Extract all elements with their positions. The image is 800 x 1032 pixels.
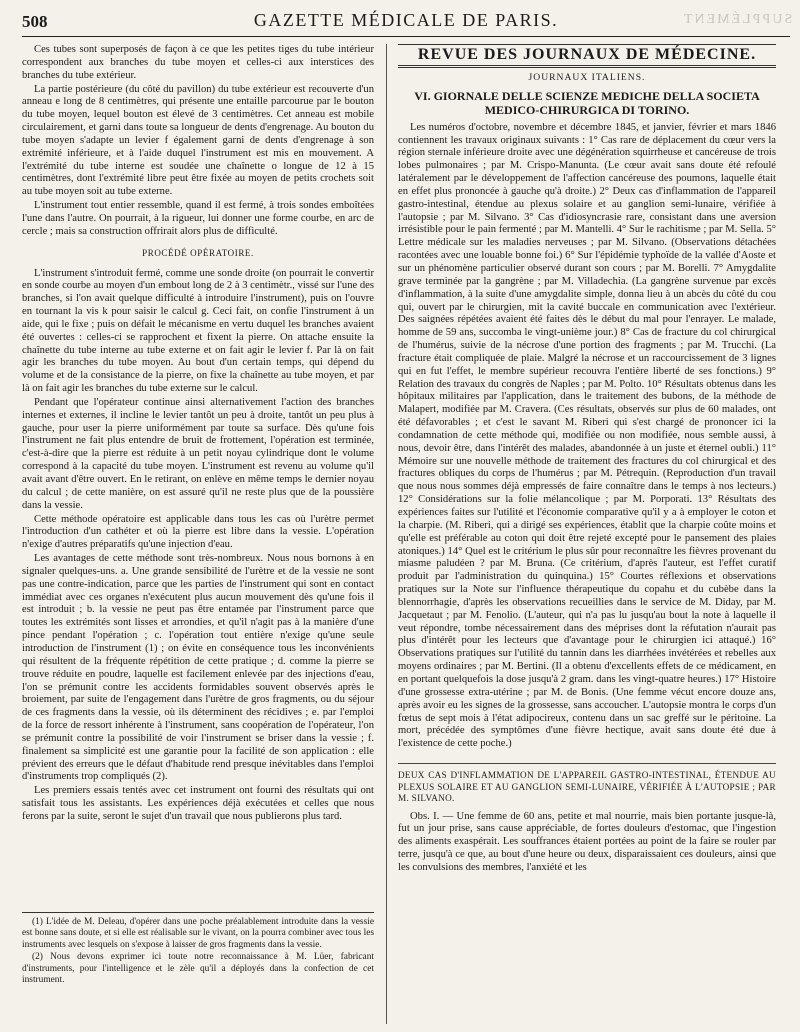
rubric-title: REVUE DES JOURNAUX DE MÉDECINE.	[398, 44, 776, 68]
section-subheading: PROCÉDÉ OPÉRATOIRE.	[142, 247, 254, 258]
left-column	[22, 44, 374, 904]
paragraph: Ces tubes sont superposés de façon à ce que les petites tiges du tube intérieur correspondent aux branches du tube moyen et celles-ci aux interstices des branches du tube extérieur.	[22, 44, 374, 81]
page-header	[22, 10, 790, 37]
footnote-rule	[22, 912, 374, 913]
case-heading: DEUX CAS D'INFLAMMATION DE L'APPAREIL GASTRO-INTESTINAL, ÉTENDUE AU PLEXUS SOLAIRE ET AU GANGLION SEMI-LUNAIRE, VÉRIFIÉE À L'AUTOPSIE ; PAR M. SILVANO.	[398, 763, 776, 805]
footnote: (2) Nous devons exprimer ici toute notre reconnaissance à M. Lüer, fabricant d'instruments, pour l'intelligence et le zèle qu'il a déployés dans la confection de cet instrument.	[22, 952, 374, 986]
paragraph: Les premiers essais tentés avec cet instrument ont fourni des résultats qui ont satisfait tous les assistants. Les expériences déjà exécutées et celles que nous ferons par la suite, seront le sujet d'un travail que nous publierons plus tard.	[22, 785, 374, 822]
bleed-through-text: SUPPLÉMENT	[681, 12, 792, 27]
footnote: (1) L'idée de M. Deleau, d'opérer dans une poche préalablement introduite dans la vessie est bonne sans doute, et si elle est réalisable sur le vivant, on la pourra combiner avec tous les instruments avec lesquels on s'expose à laisser de gros fragments dans la vessie.	[22, 917, 374, 950]
right-column	[398, 44, 776, 1024]
paragraph: La partie postérieure (du côté du pavillon) du tube extérieur est recouverte d'un anneau e long de 8 centimètres, qui présente une entaille parcourue par le bouton du tube moyen, lequel bouton est élevé de 3 centimètres. Cet anneau est mobile circulairement, et garni dans toute sa longueur de dents d'engrenage. Au bouton du tube moyen s'adapte un levier f également garni de dents d'engrenage à son extrémité inférieure, et à l'aide duquel l'instrument est mis en mouvement. A l'extrémité du tube interne est soudée une chaînette o longue de 12 à 15 centimètres, dont l'extrémité libre peut être fixée au moyen de petits crochets soit au tube moyen soit au tube externe.	[22, 83, 374, 198]
column-divider	[386, 44, 387, 1024]
paragraph: L'instrument tout entier ressemble, quand il est fermé, à trois sondes emboîtées l'une dans l'autre. On pourrait, à la rigueur, lui donner une forme courbe, en arc de cercle ; mais sa construction offrirait alors plus de difficulté.	[22, 200, 374, 237]
paragraph: L'instrument s'introduit fermé, comme une sonde droite (on pourrait le convertir en sonde courbe au moyen d'un embout long de 2 à 3 centimètr., vissé sur l'une des branches, si l'on avait quelque difficulté à introduire l'instrument), puis on l'ouvre en tournant la vis k pour saisir le calcul g. Ceci fait, on confie l'instrument à un aide, qui le fixe ; puis on défait le mécanisme en vertu duquel les branches avaient été ouvertes : celles-ci se rapprochent et fixent la pierre. On attache ensuite la chaînette du tube interne au tube externe et on fait agir le levier f. Par là on fait agir les branches du tube moyen. Au bout d'un certain temps, qui dépend du volume et de la consistance de la pierre, on fixe la chaînette au tube moyen, et par là on fait agir les branches du tube externe sur le calcul.	[22, 267, 374, 395]
page-number: 508	[22, 12, 48, 31]
paragraph: Cette méthode opératoire est applicable dans tous les cas où l'urètre permet l'introduction d'un cathéter et où la pierre est libre dans la vessie. L'opération n'exige d'autres préparatifs qu'une injection d'eau.	[22, 513, 374, 551]
paragraph: Obs. I. — Une femme de 60 ans, petite et mal nourrie, mais bien portante jusque-là, fut un jour prise, sans cause appréciable, de fortes douleurs d'estomac, que l'ingestion des aliments exaspérait. Les souffrances étaient portées au point de la faire se rouler par terre, jusqu'à ce que, au bout d'une heure ou deux, disparaissaient ces douleurs, ainsi que les convulsions des membres, l'anxiété et les	[398, 810, 776, 873]
paragraph: Pendant que l'opérateur continue ainsi alternativement l'action des branches internes et externes, il incline le levier tantôt un peu à droite, tantôt un peu plus à gauche, pour user la pierre uniformément par toute sa surface. Dès qu'une fois l'instrument ne fait plus entendre de bruit de frottement, l'opération est terminée, c'est-à-dire que la pierre est réduite à un petit noyau cylindrique dont le volume correspond à la capacité du tube moyen. L'instrument est revenu au volume qu'il avait avant d'être ouvert. En le retirant, on enlève en même temps le dernier noyau du calcul ; de cette manière, on est assuré qu'il ne reste plus que de la poussière dans la vessie.	[22, 396, 374, 511]
section-label: JOURNAUX ITALIENS.	[528, 71, 646, 83]
paragraph: Les numéros d'octobre, novembre et décembre 1845, et janvier, février et mars 1846 contiennent les travaux originaux suivants : 1° Cas rare de déplacement du cœur vers la région sternale inférieure droite avec une dégénération squirrheuse et cancéreuse de trois lobes pulmonaires ; par M. Crispo-Manunta. (Le cœur avait sans doute été refoulé latéralement par le développement de l'affection cancéreuse des poumons, laquelle était en effet plus prononcée à gauche qu'à droite.) 2° Deux cas d'inflammation de l'appareil gastro-intestinal, étendue au plexus solaire et au ganglion semi-lunaire, vérifiée à l'autopsie ; par M. Silvano. 3° Cas d'idiosyncrasie rare, consistant dans une aversion irrésistible pour le pain fermenté ; par M. Mantelli. 4° Sur le rachitisme ; par M. Sella. 5° Lettre médicale sur les maladies nerveuses ; par M. Silvano. (Observations détachées racontées avec une louable bonne foi.) 6° Sur l'épidémie typhoïde de la vallée d'Aoste et sur un phénomène particulier observé durant son cours ; par M. Borelli. 7° Amygdalite grave terminée par la gangrène ; par M. Villadechia. (La gangrène survenue par excès d'inflammation, à la suite d'une amygdalite simple, donna lieu à un abcès du côté du cou qui, ouvert par le chirurgien, mit la cavité buccale en communication avec l'extérieur. Des saignées répétées avaient été faites dès le début du mal pour l'enrayer. Le malade, homme de 59 ans, succomba le vingt-unième jour.) 8° Cas de fracture du col chirurgical de l'humérus, suivie de la nécrose d'une portion des fragments ; par M. Trucchi. (La fracture était compliquée de plaie. Malgré la nécrose et un raccourcissement de 3 lignes qui en fut l'effet, le membre supérieur recouvra l'entière liberté de ses fonctions.) 9° Relation des travaux du congrès de Naples ; par M. Polto. 10° Résultats obtenus dans les hôpitaux militaires par l'application, dans le traitement des bubons, de la méthode de Malapert, modifiée par M. Cravera. (Ces résultats, observés sur plus de 60 malades, ont été défavorables ; et c'est le savant M. Riberi qui s'est chargé de prononcer ici la condamnation de cette méthode qui, modifiée ou non modifiée, nous semble aussi, à nous, devoir être, dans l'intérêt des malades, abandonnée à un juste et éternel oubli.) 11° Mémoire sur une nouvelle méthode de traitement des fractures du col chirurgical et des fractures obliques du corps de l'humérus ; par M. Pétrequin. (Reproduction d'un travail que nous nous sommes déjà empressés de faire connaître dans le temps à nos lecteurs.) 12° Considérations sur la folie mélancolique ; par M. Porporati. 13° Résultats des expériences faites sur l'utilité et l'économie comparative qu'il y a à employer le coton et la charpie. (M. Riberi, qui a dirigé ses expériences, établit que la charpie coûte moins et qu'elle est préférable au coton qui doit être rejeté excepté pour le pansement des plaies atoniques.) 14° Quel est le critérium le plus sûr pour reconnaître les fièvres provenant du miasme paludéen ? par M. Bruna. (Ce critérium, d'après l'auteur, est l'effet curatif produit par l'administration du quinquina.) 15° Courtes réflexions et observations pratiques sur la Note sur l'influence thérapeutique du copahu et du cubèbe dans la blennorrhagie, d'après les observations recueillies dans le service de M. Diday, par M. Jacquetaut ; par M. Fenolio. (L'auteur, qui n'a pas lu jusqu'au bout la note à laquelle il veut répondre, tombe nécessairement dans des méprises dont la réfutation n'aurait pas plus d'intérêt pour les lecteurs que d'avantage pour le chirurgien ici attaqué.) 16° Observations pratiques sur l'utilité du tannin dans les diarrhées invétérées et rebelles aux moyens ordinaires ; par M. Bertini. (Il a obtenu d'excellents effets de ce médicament, en en portant quelquefois la dose jusqu'à 2 gram. dans les vingt-quatre heures.) 17° Histoire d'une grossesse extra-utérine ; par M. de Bonis. (Une femme vécut encore douze ans, après avoir eu les signes de la grossesse, sans accoucher. L'autopsie montra le corps d'un fœtus de sept mois à l'état adipocireux, contenu dans un sac greffé sur le péritoine. La mort, précédée des symptômes d'une fièvre hectique, avait sans doute été due à l'existence de cette poche.)	[398, 121, 776, 750]
footnotes	[22, 912, 374, 987]
paragraph: Les avantages de cette méthode sont très-nombreux. Nous nous bornons à en signaler quelques-uns. a. Une grande sensibilité de l'urètre et de la vessie ne sont pas une contre-indication, parce que les parties de l'instrument qui sont en contact immédiat avec ces organes n'exécutent plus aucun mouvement dès qu'une fois il est introduit ; b. la vessie ne peut pas être entamée par l'instrument parce que toutes les extrémités sont lisses et arrondies, et qu'il n'agit pas à la manière d'une pince pendant l'opération ; c. l'opération tout entière n'exige qu'une seule introduction de l'instrument (1) ; on évite en conséquence tous les inconvénients qui résultent de la fréquente répétition de cette pratique ; d. comme la pierre se trouve réduite en poudre, laquelle est facilement enlevée par des injections d'eau, l'on se prémunit contre les accidents formidables souvent observés après le broiement, par suite de l'engagement dans l'urètre de gros fragments, ou du séjour de ces fragments dans la vessie, où ils déterminent des récidives ; e. par l'emploi de la force de ressort inhérente à l'instrument, sans coopération de l'opérateur, l'on se prémunit contre la possibilité de voir l'instrument se briser dans la vessie ; f. finalement sa simplicité est une garantie pour la facilité de son application : elle prévient des erreurs que le défaut d'habitude rend presque inévitables dans l'emploi d'instruments trop compliqués (2).	[22, 553, 374, 783]
section-title: VI. GIORNALE DELLE SCIENZE MEDICHE DELLA SOCIETA MEDICO-CHIRURGICA DI TORINO.	[414, 88, 760, 117]
journal-title: GAZETTE MÉDICALE DE PARIS.	[253, 10, 559, 30]
